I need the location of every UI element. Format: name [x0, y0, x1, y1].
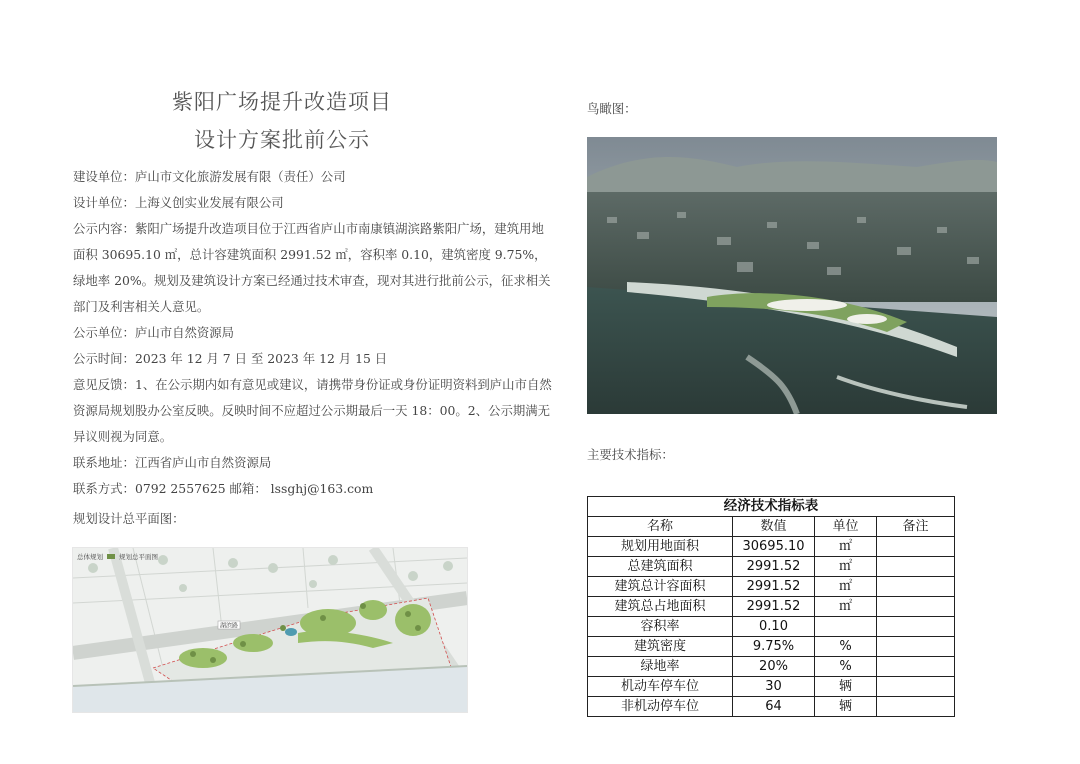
- cell-note: [877, 537, 955, 557]
- cell-unit: 辆: [815, 677, 877, 697]
- cell-note: [877, 637, 955, 657]
- cell-unit: 辆: [815, 697, 877, 717]
- cell-unit: %: [815, 637, 877, 657]
- table-row: [588, 657, 955, 677]
- cell-note: [877, 617, 955, 637]
- cell-value: 20%: [733, 657, 815, 677]
- cell-name: 机动车停车位: [588, 677, 733, 697]
- legend-item-2: 规划总平面图: [119, 553, 158, 561]
- page-subtitle: 设计方案批前公示: [194, 128, 370, 152]
- cell-value: 2991.52: [733, 597, 815, 617]
- table-row: [588, 637, 955, 657]
- content-paragraph: 公示内容：紫阳广场提升改造项目位于江西省庐山市南康镇湖滨路紫阳广场，建筑用地面积 30695.10 ㎡，总计容建筑面积 2991.52 ㎡，容积率 0.10，建筑密度 9.75%，绿地率 20%。规划及建筑设计方案已经通过技术审查，现对其进行批前公示，征求相关部门及利害相关人意见。: [73, 221, 551, 314]
- cell-value: 0.10: [733, 617, 815, 637]
- cell-name: 总建筑面积: [588, 557, 733, 577]
- cell-name: 建筑总计容面积: [588, 577, 733, 597]
- cell-unit: ㎡: [815, 597, 877, 617]
- site-plan-image: [72, 547, 468, 713]
- economic-indicators-table: [587, 496, 955, 717]
- cell-value: 9.75%: [733, 637, 815, 657]
- cell-name: 绿地率: [588, 657, 733, 677]
- table-row: [588, 577, 955, 597]
- header-unit: 单位: [815, 517, 877, 537]
- header-name: 名称: [588, 517, 733, 537]
- cell-note: [877, 597, 955, 617]
- cell-value: 64: [733, 697, 815, 717]
- cell-note: [877, 657, 955, 677]
- aerial-label: 鸟瞰图：: [587, 101, 637, 116]
- indicators-label: 主要技术指标：: [587, 447, 674, 462]
- feedback-paragraph: 意见反馈：1、在公示期内如有意见或建议，请携带身份证或身份证明资料到庐山市自然资源局规划股办公室反映。反映时间不应超过公示期最后一天 18：00。2、公示期满无异议则视为同意。: [73, 377, 552, 444]
- cell-value: 2991.52: [733, 577, 815, 597]
- notice-body: [73, 164, 553, 502]
- legend-item-1: 总体规划: [77, 553, 103, 561]
- cell-note: [877, 677, 955, 697]
- table-row: [588, 537, 955, 557]
- table-row: [588, 697, 955, 717]
- publisher-line: 公示单位：庐山市自然资源局: [73, 325, 235, 340]
- cell-note: [877, 557, 955, 577]
- cell-note: [877, 697, 955, 717]
- cell-note: [877, 577, 955, 597]
- cell-name: 非机动停车位: [588, 697, 733, 717]
- header-note: 备注: [877, 517, 955, 537]
- table-row: [588, 597, 955, 617]
- table-title: 经济技术指标表: [587, 496, 955, 516]
- address-line: 联系地址：江西省庐山市自然资源局: [73, 455, 272, 470]
- cell-name: 建筑总占地面积: [588, 597, 733, 617]
- cell-name: 容积率: [588, 617, 733, 637]
- builder-line: 建设单位：庐山市文化旅游发展有限（责任）公司: [73, 169, 346, 184]
- contact-line: 联系方式：0792 2557625 邮箱： lssghj@163.com: [73, 481, 374, 496]
- cell-unit: [815, 617, 877, 637]
- cell-unit: %: [815, 657, 877, 677]
- designer-line: 设计单位：上海义创实业发展有限公司: [73, 195, 284, 210]
- site-plan-drawing: [73, 548, 467, 712]
- cell-unit: ㎡: [815, 557, 877, 577]
- header-value: 数值: [733, 517, 815, 537]
- cell-value: 30695.10: [733, 537, 815, 557]
- table-row: [588, 557, 955, 577]
- page-title: 紫阳广场提升改造项目: [172, 90, 392, 114]
- cell-name: 建筑密度: [588, 637, 733, 657]
- cell-unit: ㎡: [815, 537, 877, 557]
- cell-value: 30: [733, 677, 815, 697]
- cell-unit: ㎡: [815, 577, 877, 597]
- table-header-row: [588, 517, 955, 537]
- aerial-rendering: [587, 137, 997, 414]
- cell-name: 规划用地面积: [588, 537, 733, 557]
- site-plan-legend: [77, 552, 158, 561]
- aerial-view-image: [587, 137, 997, 414]
- site-plan-label: 规划设计总平面图：: [73, 511, 185, 526]
- legend-swatch: [107, 554, 115, 559]
- cell-value: 2991.52: [733, 557, 815, 577]
- table-row: [588, 617, 955, 637]
- table-row: [588, 677, 955, 697]
- period-line: 公示时间：2023 年 12 月 7 日 至 2023 年 12 月 15 日: [73, 351, 388, 366]
- road-label: 湖滨路: [219, 622, 239, 630]
